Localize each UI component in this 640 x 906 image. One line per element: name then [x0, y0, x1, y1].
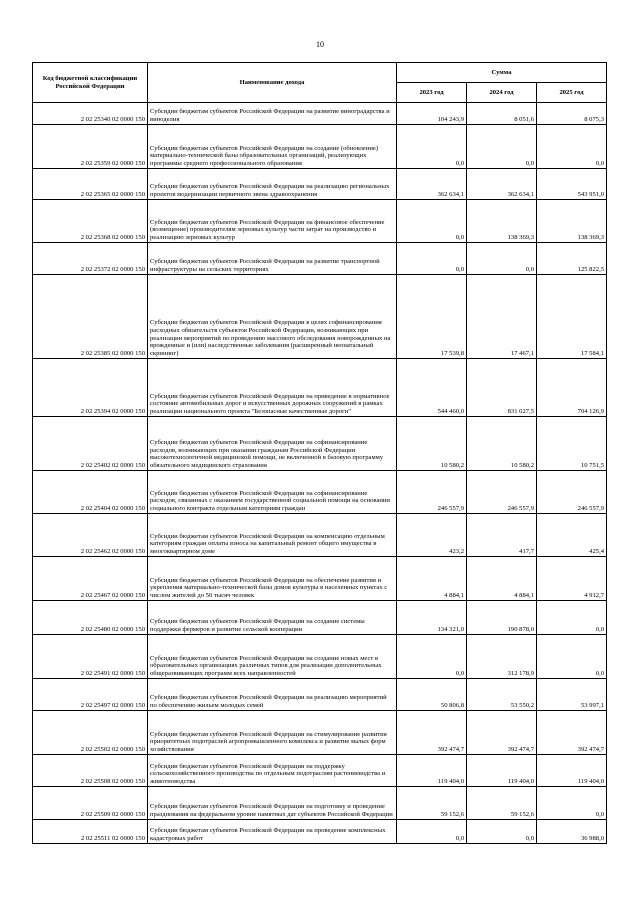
budget-code-cell: 2 02 25508 02 0000 150: [33, 755, 148, 787]
table-row: [33, 820, 607, 844]
amount-2024-cell: 53 550,2: [467, 679, 537, 711]
budget-code-cell: 2 02 25385 02 0000 150: [33, 275, 148, 359]
budget-code-cell: 2 02 25404 02 0000 150: [33, 471, 148, 514]
amount-2023-cell: 0,0: [397, 200, 467, 243]
amount-2025-cell: 8 075,3: [537, 103, 607, 125]
table-row: [33, 200, 607, 243]
amount-2023-cell: 59 152,6: [397, 787, 467, 820]
amount-2025-cell: 392 474,7: [537, 711, 607, 755]
revenue-name-cell: Субсидии бюджетам субъектов Российской Федерации на софинансирование расходов, возникающих при оказании гражданам Российской Федерации высокотехнологичной медицинской помощи, не включенной в базовую программу обязательного медицинского страхования: [148, 417, 397, 471]
budget-code-cell: 2 02 25368 02 0000 150: [33, 200, 148, 243]
revenue-name-cell: Субсидии бюджетам субъектов Российской Федерации на софинансирование расходов, связанных с оказанием государственной социальной помощи на основании социального контракта отдельным категориям граждан: [148, 471, 397, 514]
budget-code-cell: 2 02 25480 02 0000 150: [33, 601, 148, 635]
budget-code-cell: 2 02 25491 02 0000 150: [33, 635, 148, 679]
revenue-name-cell: Субсидии бюджетам субъектов Российской Федерации на финансовое обеспечение (возмещение) производителям зерновых культур части затрат на производство и реализацию зерновых культур: [148, 200, 397, 243]
amount-2023-cell: 119 404,0: [397, 755, 467, 787]
header-name: Наименование дохода: [148, 63, 397, 103]
budget-code-cell: 2 02 25462 02 0000 150: [33, 514, 148, 557]
revenue-name-cell: Субсидии бюджетам субъектов Российской Федерации в целях софинансирования расходных обязательств субъектов Российской Федерации, возникающих при реализации мероприятий по проведению массового обследования новорожденных на врожденные и (или) наследственные заболевания (расширенный неонатальный скрининг): [148, 275, 397, 359]
amount-2024-cell: 59 152,6: [467, 787, 537, 820]
header-sum: Сумма: [397, 63, 607, 83]
table-row: [33, 169, 607, 200]
table-row: [33, 679, 607, 711]
header-year-2024: 2024 год: [467, 83, 537, 103]
amount-2025-cell: 425,4: [537, 514, 607, 557]
amount-2025-cell: 10 751,5: [537, 417, 607, 471]
revenue-name-cell: Субсидии бюджетам субъектов Российской Федерации на проведение комплексных кадастровых работ: [148, 820, 397, 844]
budget-code-cell: 2 02 25511 02 0000 150: [33, 820, 148, 844]
amount-2023-cell: 134 321,0: [397, 601, 467, 635]
amount-2023-cell: 246 557,9: [397, 471, 467, 514]
amount-2024-cell: 417,7: [467, 514, 537, 557]
amount-2025-cell: 0,0: [537, 125, 607, 169]
table-row: [33, 514, 607, 557]
table-row: [33, 711, 607, 755]
amount-2023-cell: 423,2: [397, 514, 467, 557]
table-row: [33, 417, 607, 471]
revenue-name-cell: Субсидии бюджетам субъектов Российской Федерации на создание новых мест в образовательных организациях различных типов для реализации дополнительных общеразвивающих программ всех направленностей: [148, 635, 397, 679]
amount-2025-cell: 0,0: [537, 601, 607, 635]
amount-2025-cell: 36 988,0: [537, 820, 607, 844]
table-row: [33, 125, 607, 169]
budget-code-cell: 2 02 25502 02 0000 150: [33, 711, 148, 755]
budget-revenue-table: [32, 62, 607, 844]
amount-2025-cell: 53 997,1: [537, 679, 607, 711]
revenue-name-cell: Субсидии бюджетам субъектов Российской Федерации на стимулирование развития приоритетных подотраслей агропромышленного комплекса и развитие малых форм хозяйствования: [148, 711, 397, 755]
amount-2023-cell: 544 460,0: [397, 359, 467, 417]
budget-code-cell: 2 02 25497 02 0000 150: [33, 679, 148, 711]
amount-2025-cell: 4 912,7: [537, 557, 607, 601]
revenue-name-cell: Субсидии бюджетам субъектов Российской Федерации на создание (обновление) материально-технической базы образовательных организаций, реализующих программы среднего профессионального образования: [148, 125, 397, 169]
amount-2024-cell: 0,0: [467, 125, 537, 169]
amount-2025-cell: 125 822,5: [537, 243, 607, 275]
table-row: [33, 103, 607, 125]
amount-2025-cell: 17 584,1: [537, 275, 607, 359]
amount-2023-cell: 362 634,1: [397, 169, 467, 200]
table-row: [33, 471, 607, 514]
table-row: [33, 601, 607, 635]
amount-2023-cell: 0,0: [397, 125, 467, 169]
amount-2024-cell: 392 474,7: [467, 711, 537, 755]
revenue-name-cell: Субсидии бюджетам субъектов Российской Федерации на реализацию региональных проектов модернизации первичного звена здравоохранения: [148, 169, 397, 200]
amount-2023-cell: 10 580,2: [397, 417, 467, 471]
revenue-name-cell: Субсидии бюджетам субъектов Российской Федерации на подготовку и проведение празднования на федеральном уровне памятных дат субъектов Российской Федерации: [148, 787, 397, 820]
amount-2024-cell: 831 027,5: [467, 359, 537, 417]
amount-2025-cell: 246 557,9: [537, 471, 607, 514]
table-row: [33, 275, 607, 359]
amount-2023-cell: 104 243,9: [397, 103, 467, 125]
revenue-name-cell: Субсидии бюджетам субъектов Российской Федерации на компенсацию отдельным категориям граждан оплаты взноса на капитальный ремонт общего имущества в многоквартирном доме: [148, 514, 397, 557]
amount-2023-cell: 0,0: [397, 243, 467, 275]
budget-code-cell: 2 02 25394 02 0000 150: [33, 359, 148, 417]
revenue-name-cell: Субсидии бюджетам субъектов Российской Федерации на реализацию мероприятий по обеспечению жильем молодых семей: [148, 679, 397, 711]
budget-code-cell: 2 02 25340 02 0000 150: [33, 103, 148, 125]
table-row: [33, 755, 607, 787]
amount-2024-cell: 190 878,0: [467, 601, 537, 635]
amount-2023-cell: 0,0: [397, 635, 467, 679]
revenue-name-cell: Субсидии бюджетам субъектов Российской Федерации на развитие транспортной инфраструктуры на сельских территориях: [148, 243, 397, 275]
revenue-name-cell: Субсидии бюджетам субъектов Российской Федерации на обеспечение развития и укрепления материально-технической базы домов культуры в населенных пунктах с числом жителей до 50 тысяч человек: [148, 557, 397, 601]
header-year-2023: 2023 год: [397, 83, 467, 103]
page-number: 10: [316, 40, 324, 49]
amount-2024-cell: 4 884,1: [467, 557, 537, 601]
amount-2024-cell: 0,0: [467, 243, 537, 275]
amount-2023-cell: 4 884,1: [397, 557, 467, 601]
amount-2025-cell: 704 126,9: [537, 359, 607, 417]
table-row: [33, 243, 607, 275]
table-row: [33, 787, 607, 820]
amount-2024-cell: 119 404,0: [467, 755, 537, 787]
amount-2024-cell: 246 557,9: [467, 471, 537, 514]
amount-2025-cell: 119 404,0: [537, 755, 607, 787]
amount-2024-cell: 8 051,6: [467, 103, 537, 125]
amount-2024-cell: 10 580,2: [467, 417, 537, 471]
amount-2023-cell: 392 474,7: [397, 711, 467, 755]
amount-2023-cell: 0,0: [397, 820, 467, 844]
header-code: Код бюджетной классификации Российской Федерации: [33, 63, 148, 103]
budget-code-cell: 2 02 25402 02 0000 150: [33, 417, 148, 471]
amount-2025-cell: 543 951,0: [537, 169, 607, 200]
amount-2025-cell: 0,0: [537, 635, 607, 679]
budget-code-cell: 2 02 25467 02 0000 150: [33, 557, 148, 601]
amount-2024-cell: 362 634,1: [467, 169, 537, 200]
amount-2024-cell: 17 467,1: [467, 275, 537, 359]
table-body: [33, 103, 607, 844]
amount-2025-cell: 138 369,3: [537, 200, 607, 243]
revenue-name-cell: Субсидии бюджетам субъектов Российской Федерации на создание системы поддержки фермеров и развитие сельской кооперации: [148, 601, 397, 635]
budget-code-cell: 2 02 25359 02 0000 150: [33, 125, 148, 169]
amount-2025-cell: 0,0: [537, 787, 607, 820]
table-row: [33, 359, 607, 417]
revenue-name-cell: Субсидии бюджетам субъектов Российской Федерации на поддержку сельскохозяйственного производства по отдельным подотраслям растениеводства и животноводства: [148, 755, 397, 787]
revenue-name-cell: Субсидии бюджетам субъектов Российской Федерации на развитие виноградарства и виноделия: [148, 103, 397, 125]
budget-code-cell: 2 02 25509 02 0000 150: [33, 787, 148, 820]
table-row: [33, 557, 607, 601]
table-row: [33, 635, 607, 679]
budget-code-cell: 2 02 25372 02 0000 150: [33, 243, 148, 275]
budget-code-cell: 2 02 25365 02 0000 150: [33, 169, 148, 200]
amount-2024-cell: 312 178,9: [467, 635, 537, 679]
amount-2024-cell: 0,0: [467, 820, 537, 844]
revenue-name-cell: Субсидии бюджетам субъектов Российской Федерации на приведение в нормативное состояние автомобильных дорог и искусственных дорожных сооружений в рамках реализации национального проекта "Безопасные качественные дороги": [148, 359, 397, 417]
amount-2023-cell: 17 539,8: [397, 275, 467, 359]
amount-2024-cell: 138 369,3: [467, 200, 537, 243]
header-year-2025: 2025 год: [537, 83, 607, 103]
amount-2023-cell: 50 806,8: [397, 679, 467, 711]
